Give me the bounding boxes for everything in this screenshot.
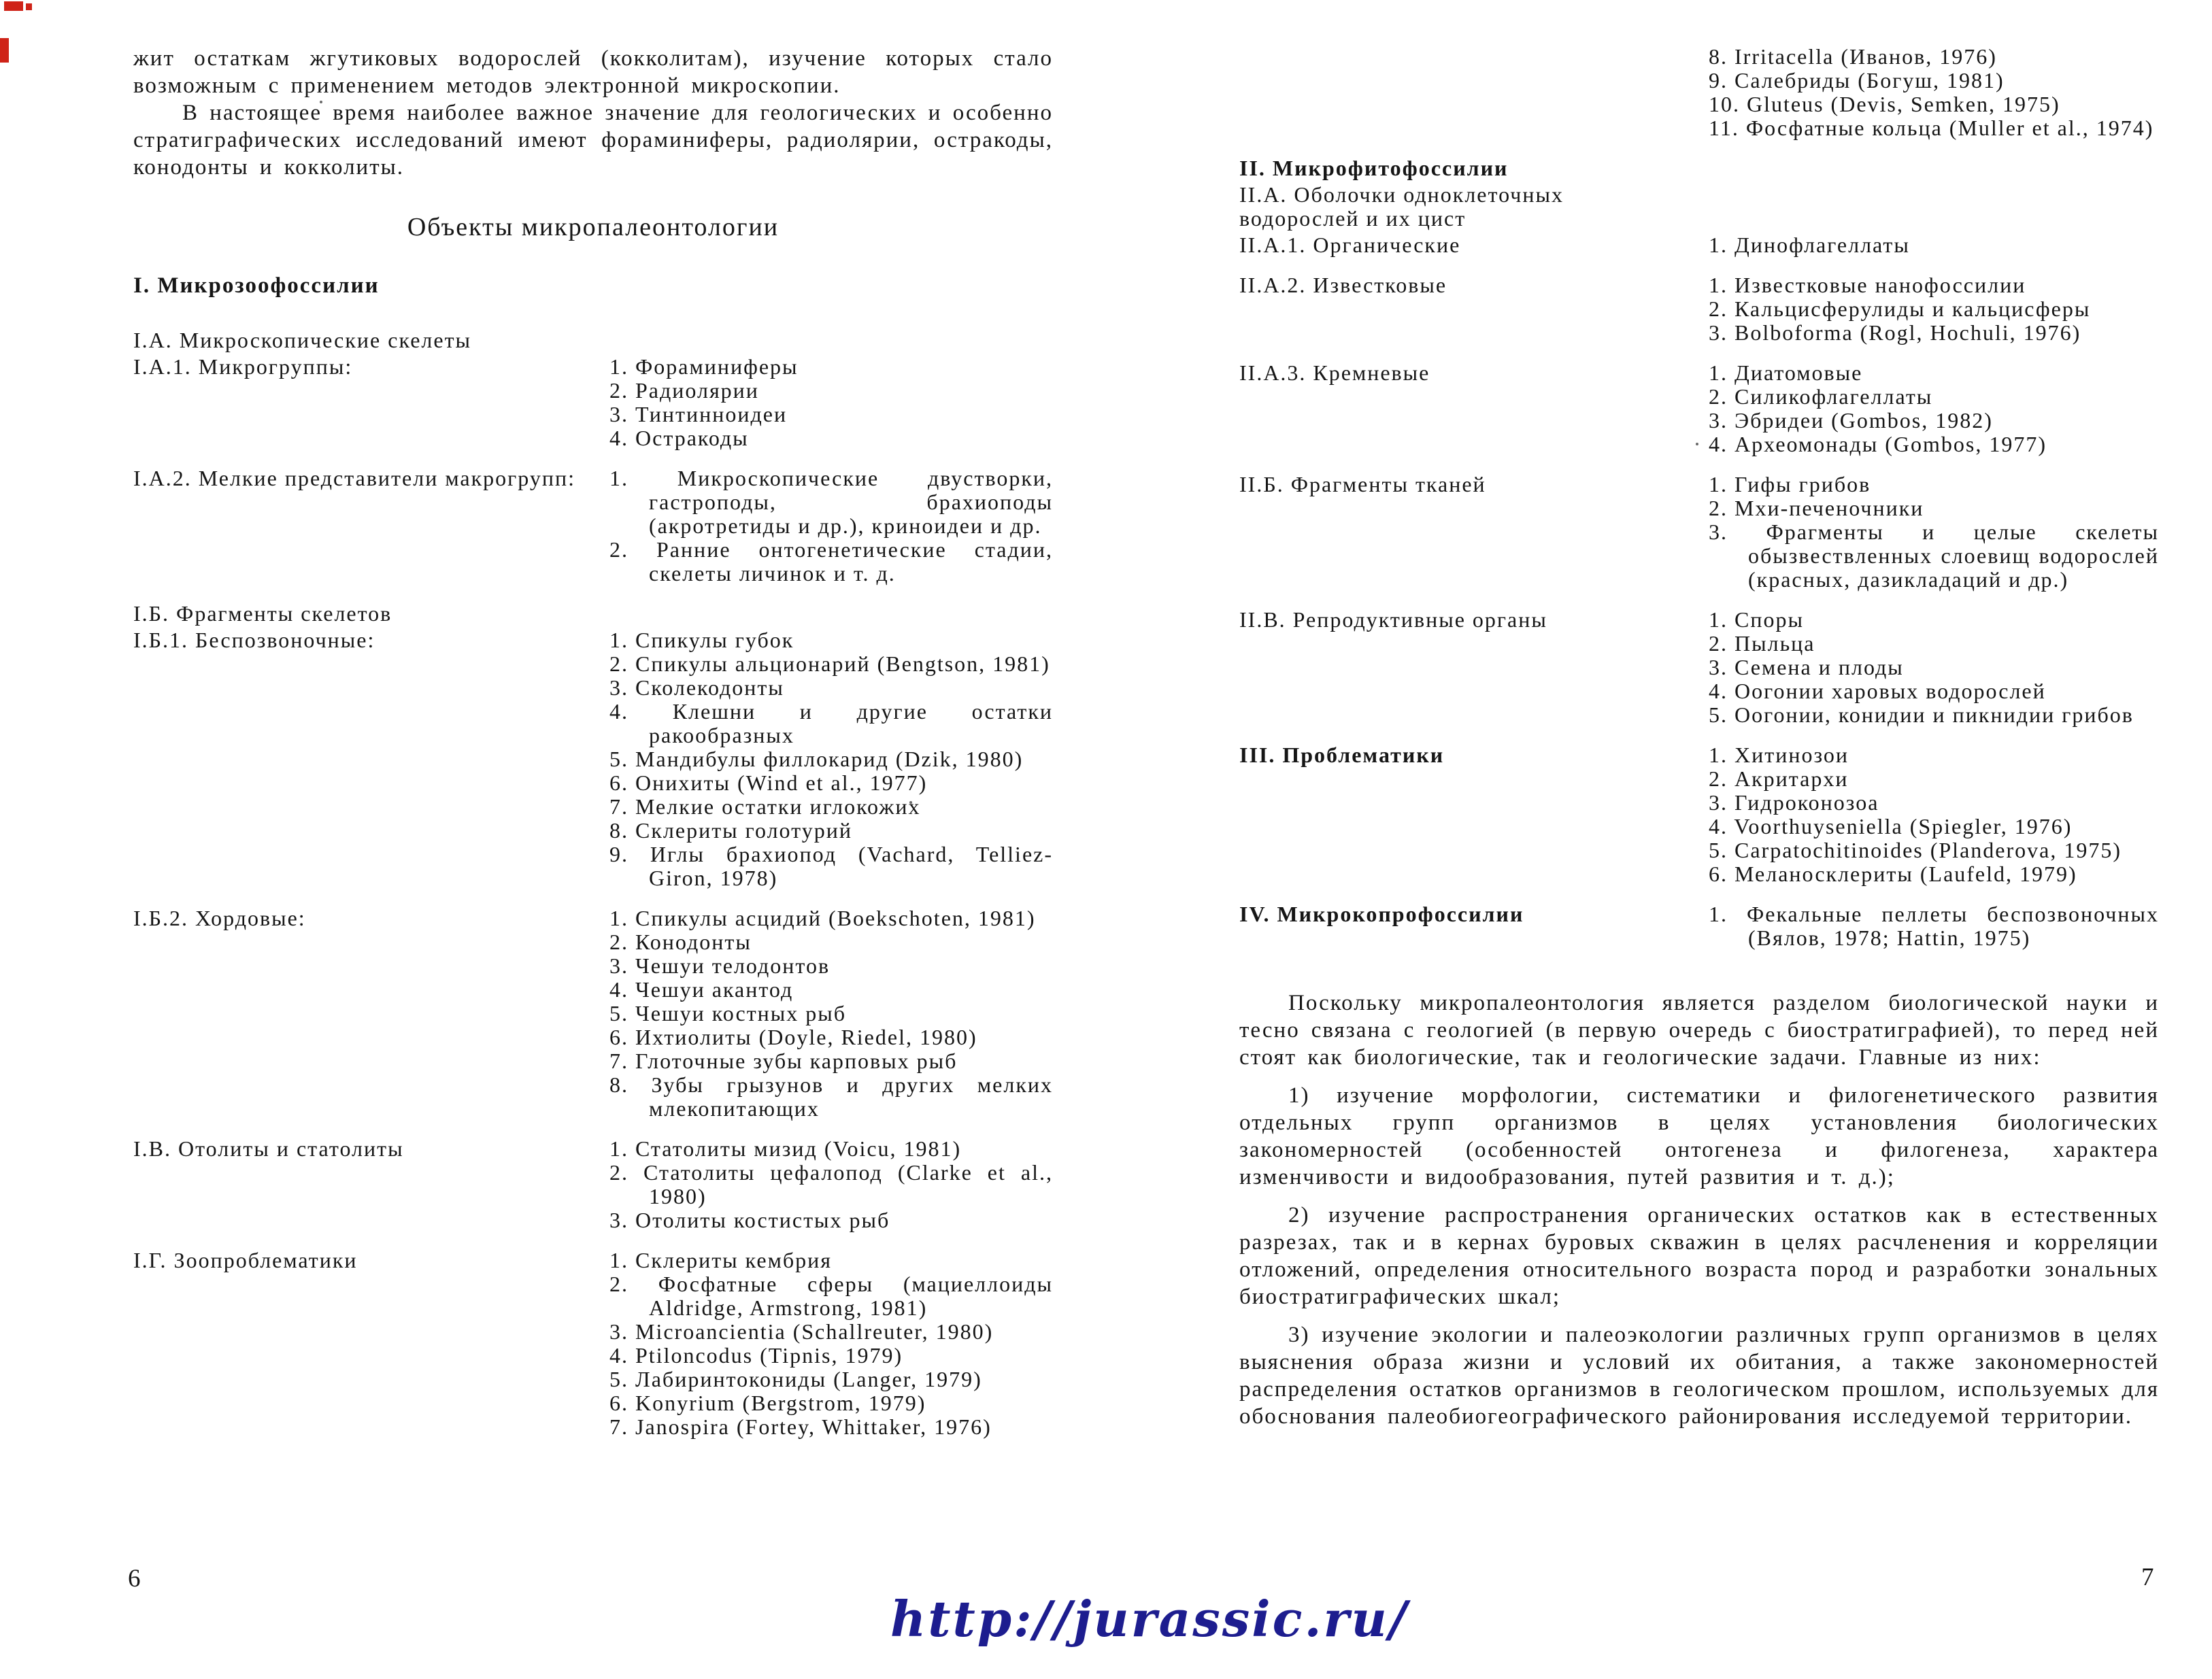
classification-row: [133, 1249, 1053, 1439]
body-paragraph: 3) изучение экологии и палеоэкологии различных групп организмов в целях выяснения образа жизни и условий их обитания, а также закономерностей распределения остатков организмов в геологическом прошлом, используемых для обоснования палеобиогеографического районирования исследуемой территории.: [1239, 1323, 2159, 1429]
list-item: 2. Пыльца: [1709, 631, 1815, 656]
list-item: 1. Хитинозои: [1709, 743, 1849, 767]
list-item: 9. Иглы брахиопод (Vachard, Telliez-Giron, 1978): [609, 842, 1053, 890]
list-item: 7. Глоточные зубы карповых рыб: [609, 1049, 958, 1073]
red-scan-artifact: [0, 38, 9, 63]
body-paragraph: 1) изучение морфологии, систематики и филогенетического развития отдельных групп организмов в целях установления биологических закономерностей (особенностей онтогенеза и филогенеза, характера изменчивости и видообразования, путей развития и т. д.);: [1239, 1083, 2159, 1189]
classification-row: [1239, 743, 2159, 886]
list-item: 6. Меланосклериты (Laufeld, 1979): [1709, 862, 2077, 886]
row-items: [609, 1137, 1053, 1232]
list-item: 4. Чешуи акантод: [609, 977, 794, 1002]
list-item: 2. Акритархи: [1709, 766, 1849, 791]
list-item: 9. Салебриды (Богуш, 1981): [1709, 68, 2005, 92]
classification-row: [1239, 233, 2159, 257]
list-item: 8. Склериты голотурий: [609, 818, 852, 843]
section-heading-I: I. Микрозоофоссилии: [133, 273, 380, 298]
classification-row: [1239, 183, 2159, 231]
classification-row: [133, 602, 1053, 626]
list-item: 1. Фораминиферы: [609, 354, 799, 379]
list-item: 1. Диатомовые: [1709, 360, 1863, 385]
list-item: 2. Спикулы альционарий (Bengtson, 1981): [609, 651, 1050, 676]
list-item: 5. Оогонии, конидии и пикнидии грибов: [1709, 702, 2134, 727]
list-item: 11. Фосфатные кольца (Muller et al., 1974): [1709, 116, 2154, 140]
list-item: 6. Konyrium (Bergstrom, 1979): [609, 1391, 926, 1415]
list-item: 1. Микроскопические двустворки, гастроподы, брахиоподы (акротретиды и др.), криноидеи и др.: [609, 466, 1053, 538]
list-item: 1. Динофлагеллаты: [1709, 233, 1910, 257]
left-page: [133, 45, 1053, 1455]
list-item: 4. Ptiloncodus (Tipnis, 1979): [609, 1343, 903, 1368]
row-label: III. Проблематики: [1239, 743, 1445, 767]
row-items: [1709, 273, 2159, 345]
list-item: 7. Мелкие остатки иглокожих: [609, 794, 921, 819]
list-item: 2. Фосфатные сферы (мациеллоиды Aldridge, Armstrong, 1981): [609, 1272, 1053, 1320]
list-item: 1. Спикулы асцидий (Boekschoten, 1981): [609, 906, 1036, 930]
row-label: II.А.1. Органические: [1239, 233, 1461, 257]
row-label: I.Б. Фрагменты скелетов: [133, 601, 392, 626]
row-label: I.Б.1. Беспозвоночные:: [133, 628, 375, 652]
row-label: II.А.2. Известковые: [1239, 273, 1447, 297]
list-item: 1. Фекальные пеллеты беспозвоночных (Вялов, 1978; Hattin, 1975): [1709, 902, 2159, 950]
row-items: [1709, 902, 2159, 950]
classification-row: [133, 1137, 1053, 1232]
classification-row: [1239, 473, 2159, 592]
row-label: II.В. Репродуктивные органы: [1239, 607, 1547, 632]
classification-row: [133, 906, 1053, 1121]
list-item: 3. Эбридеи (Gombos, 1982): [1709, 408, 1993, 433]
row-items: [1709, 233, 2159, 257]
row-items: [609, 1249, 1053, 1439]
body-paragraph: 2) изучение распространения органических остатков как в естественных разрезах, так и в кернах буровых скважин в целях расчленения и корреляции отложений, определения относительного возраста пород и разработки зональных биостратиграфических шкал;: [1239, 1203, 2159, 1309]
row-items: [1709, 743, 2159, 886]
row-label: IV. Микрокопрофоссилии: [1239, 902, 1524, 926]
list-item: 3. Семена и плоды: [1709, 655, 1904, 679]
red-scan-artifact: [4, 1, 23, 11]
list-item: 3. Фрагменты и целые скелеты обызвествленных слоевищ водорослей (красных, дазикладаций и др.): [1709, 520, 2159, 592]
list-item: 3. Отолиты костистых рыб: [609, 1208, 890, 1232]
row-items: [1709, 45, 2159, 140]
row-label: I.А. Микроскопические скелеты: [133, 328, 472, 352]
list-item: 8. Зубы грызунов и других мелких млекопитающих: [609, 1072, 1053, 1121]
classification-row: [133, 467, 1053, 586]
classification-row: [1239, 608, 2159, 727]
list-item: 1. Гифы грибов: [1709, 472, 1871, 496]
list-item: 2. Кальцисферулиды и кальцисферы: [1709, 296, 2091, 321]
list-item: 4. Оогонии харовых водорослей: [1709, 679, 2046, 703]
list-item: 3. Тинтинноидеи: [609, 402, 788, 426]
list-item: 2. Статолиты цефалопод (Clarke et al., 1980): [609, 1160, 1053, 1208]
row-items: [1709, 361, 2159, 456]
classification-row: [1239, 902, 2159, 950]
right-page-paragraphs: [1239, 989, 2159, 1430]
body-paragraph: жит остаткам жгутиковых водорослей (кокколитам), изучение которых стало возможным с применением методов электронной микроскопии.: [133, 46, 1053, 98]
list-item: 3. Сколекодонты: [609, 675, 784, 700]
row-label: I.Г. Зоопроблематики: [133, 1248, 358, 1272]
row-items: [609, 906, 1053, 1121]
list-item: 6. Онихиты (Wind et al., 1977): [609, 770, 928, 795]
list-item: 1. Спикулы губок: [609, 628, 794, 652]
list-item: 5. Мандибулы филлокарид (Dzik, 1980): [609, 747, 1024, 771]
classification-row: [1239, 156, 2159, 180]
row-items: [1709, 608, 2159, 727]
row-label: II. Микрофитофоссилии: [1239, 156, 1509, 180]
classification-row: [1239, 45, 2159, 140]
list-item: 2. Ранние онтогенетические стадии, скелеты личинок и т. д.: [609, 537, 1053, 586]
body-paragraph: В настоящее время наиболее важное значение для геологических и особенно стратиграфических исследований имеют фораминиферы, радиолярии, остракоды, конодонты и кокколиты.: [133, 101, 1053, 180]
list-item: 7. Janospira (Fortey, Whittaker, 1976): [609, 1414, 992, 1439]
list-item: 2. Конодонты: [609, 930, 752, 954]
list-item: 5. Лабиринтокониды (Langer, 1979): [609, 1367, 982, 1391]
section-title: Объекты микропалеонтологии: [407, 213, 780, 241]
list-item: 2. Мхи-печеночники: [1709, 496, 1924, 520]
right-page: [1239, 45, 2159, 1441]
row-label: I.А.1. Микрогруппы:: [133, 354, 353, 379]
classification-table-left: [133, 328, 1053, 1439]
list-item: 4. Остракоды: [609, 426, 749, 450]
watermark-url: http://jurassic.ru/: [890, 1590, 1409, 1648]
row-items: [1709, 473, 2159, 592]
list-item: 2. Радиолярии: [609, 378, 759, 403]
row-label: I.Б.2. Хордовые:: [133, 906, 306, 930]
list-item: 1. Известковые нанофоссилии: [1709, 273, 2026, 297]
list-item: 3. Bolboforma (Rogl, Hochuli, 1976): [1709, 320, 2081, 345]
red-scan-artifact: [26, 3, 32, 10]
classification-row: [1239, 273, 2159, 345]
row-items: [609, 355, 1053, 450]
list-item: 4. Voorthuyseniella (Spiegler, 1976): [1709, 814, 2073, 838]
classification-table-right: [1239, 45, 2159, 950]
row-items: [609, 628, 1053, 890]
classification-row: [133, 355, 1053, 450]
list-item: 3. Microancientia (Schallreuter, 1980): [609, 1319, 994, 1344]
row-label: I.А.2. Мелкие представители макрогрупп:: [133, 466, 575, 490]
list-item: 4. Клешни и другие остатки ракообразных: [609, 699, 1053, 747]
row-label: I.В. Отолиты и статолиты: [133, 1136, 404, 1161]
list-item: 1. Статолиты мизид (Voicu, 1981): [609, 1136, 962, 1161]
classification-row: [133, 328, 1053, 352]
row-items: [609, 467, 1053, 586]
list-item: 1. Споры: [1709, 607, 1804, 632]
row-label: II.Б. Фрагменты тканей: [1239, 472, 1486, 496]
list-item: 2. Силикофлагеллаты: [1709, 384, 1933, 409]
list-item: 8. Irritacella (Иванов, 1976): [1709, 44, 1997, 69]
page-number-left: 6: [128, 1565, 142, 1593]
page-number-right: 7: [2141, 1563, 2156, 1591]
list-item: 5. Чешуи костных рыб: [609, 1001, 847, 1025]
list-item: 3. Гидроконозоа: [1709, 790, 1879, 815]
classification-row: [1239, 361, 2159, 456]
left-page-intro: [133, 45, 1053, 181]
row-label: II.А.3. Кремневые: [1239, 360, 1430, 385]
list-item: 1. Склериты кембрия: [609, 1248, 832, 1272]
list-item: 4. Археомонады (Gombos, 1977): [1709, 432, 2047, 456]
body-paragraph: Поскольку микропалеонтология является разделом биологической науки и тесно связана с геологией (в первую очередь с биостратиграфией), то перед ней стоят как биологические, так и геологические задачи. Главные из них:: [1239, 991, 2159, 1070]
list-item: 5. Carpatochitinoides (Planderova, 1975): [1709, 838, 2122, 862]
row-label: II.А. Оболочки одноклеточных водорослей и их цист: [1239, 182, 1564, 231]
classification-row: [133, 628, 1053, 890]
list-item: 10. Gluteus (Devis, Semken, 1975): [1709, 92, 2060, 116]
list-item: 6. Ихтиолиты (Doyle, Riedel, 1980): [609, 1025, 977, 1049]
list-item: 3. Чешуи телодонтов: [609, 953, 831, 978]
